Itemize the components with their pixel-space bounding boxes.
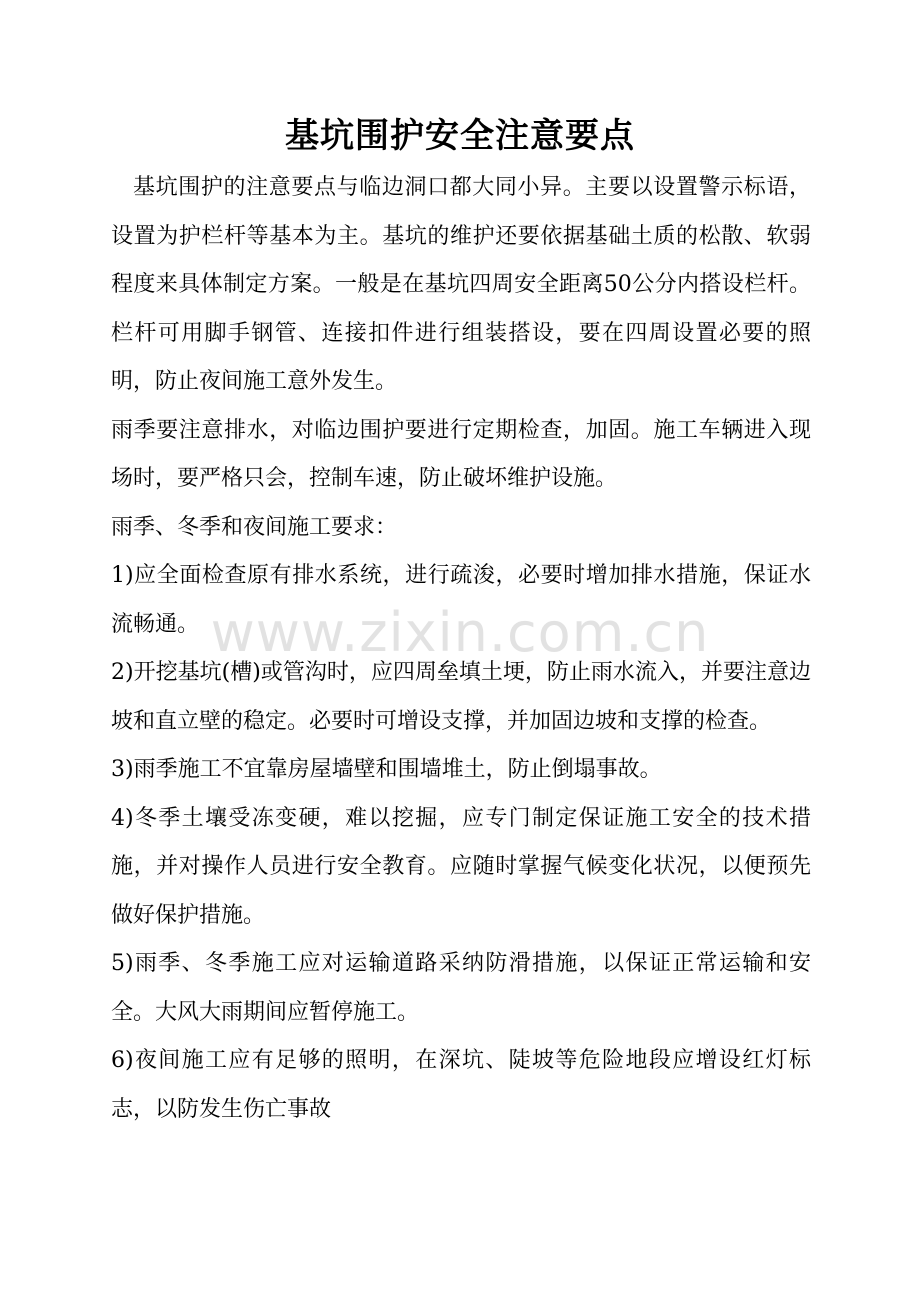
paragraph-rainy-season: 雨季要注意排水，对临边围护要进行定期检查，加固。施工车辆进入现场时，要严格只会，控制车速，防止破坏维护设施。	[111, 417, 811, 491]
paragraph-item-3: 3)雨季施工不宜靠房屋墙壁和围墙堆土，防止倒塌事故。	[111, 757, 662, 782]
paragraph-item-4: 4)冬季土壤受冻变硬，难以挖掘，应专门制定保证施工安全的技术措施，并对操作人员进行安全教育。应随时掌握气候变化状况，以便预先做好保护措施。	[111, 805, 811, 928]
paragraph-intro: 基坑围护的注意要点与临边洞口都大同小异。主要以设置警示标语，设置为护栏杆等基本为主。基坑的维护还要依据基础土质的松散、软弱程度来具体制定方案。一般是在基坑四周安全距离50公分内搭设栏杆。栏杆可用脚手钢管、连接扣件进行组装搭设，要在四周设置必要的照明，防止夜间施工意外发生。	[111, 175, 811, 394]
paragraph-item-1: 1)应全面检查原有排水系统，进行疏浚，必要时增加排水措施，保证水流畅通。	[111, 563, 811, 637]
document-title: 基坑围护安全注意要点	[285, 116, 635, 156]
paragraph-item-2: 2)开挖基坑(槽)或管沟时，应四周垒填土埂，防止雨水流入，并要注意边坡和直立壁的稳定。必要时可增设支撑，并加固边坡和支撑的检查。	[111, 660, 811, 734]
paragraph-item-5: 5)雨季、冬季施工应对运输道路采纳防滑措施，以保证正常运输和安全。大风大雨期间应暂停施工。	[111, 951, 811, 1025]
paragraph-item-6: 6)夜间施工应有足够的照明，在深坑、陡坡等危险地段应增设红灯标志，以防发生伤亡事故	[111, 1048, 811, 1122]
watermark: www.zixin.com.cn	[210, 601, 710, 664]
paragraph-requirements-heading: 雨季、冬季和夜间施工要求：	[111, 514, 398, 540]
document-body	[111, 164, 811, 1134]
